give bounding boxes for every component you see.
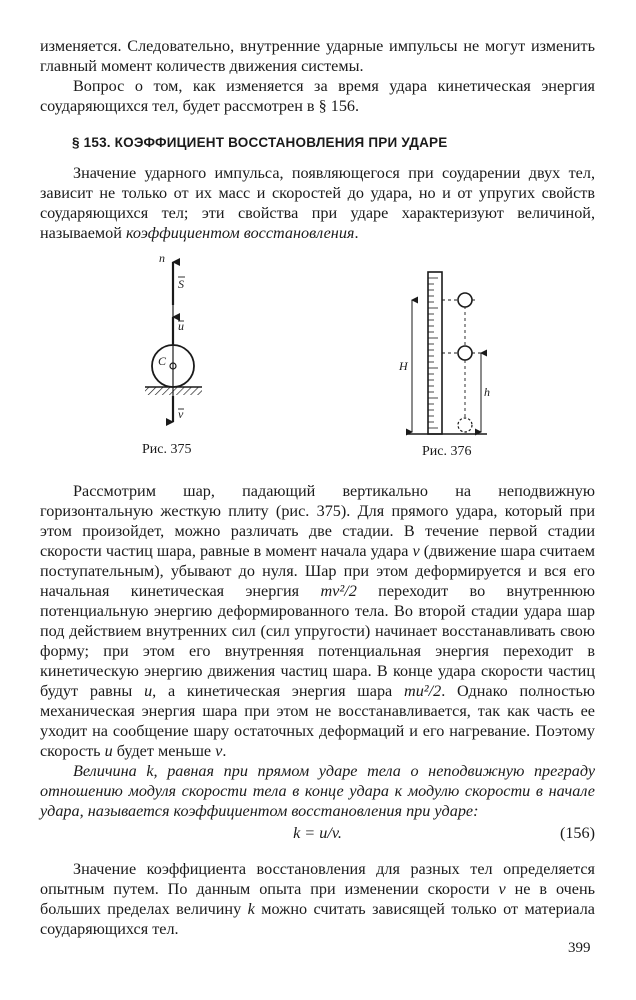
- figure-375-caption: Рис. 375: [142, 442, 192, 457]
- symbol-u-2: u: [104, 742, 113, 760]
- symbol-u: u: [144, 682, 153, 700]
- label-v: v: [178, 407, 184, 421]
- expression-mv2-over-2: mv²/2: [320, 582, 357, 600]
- formula-row: [40, 823, 595, 845]
- label-h: h: [484, 385, 490, 399]
- intro-paragraph: Значение ударного импульса, появляющегося при соударении двух тел, зависит не только от их масс и скоростей до удара, но и от упругих свойств соударяющихся тел; эти свойства при ударе характеризуют величиной, называемой коэффициентом восстановления.: [40, 164, 595, 242]
- equation-number: (156): [559, 824, 595, 842]
- label-C: C: [158, 354, 167, 368]
- section-heading: § 153. КОЭФФИЦИЕНТ ВОССТАНОВЛЕНИЯ ПРИ УДАРЕ: [72, 135, 448, 150]
- definition-paragraph: Величина k, равная при прямом ударе тела о неподвижную преграду отношению модуля скорости тела в конце удара к модулю скорости в начале удара, называется коэффициентом восстановления при ударе:: [40, 762, 595, 820]
- symbol-v-2: v: [215, 742, 223, 760]
- final-paragraph: Значение коэффициента восстановления для разных тел определяется опытным путем. По данным опыта при изменении скорости v не в очень больших пределах величину k можно считать зависящей только от материала соударяющихся тел.: [40, 860, 595, 938]
- plate-hatching: [145, 387, 202, 395]
- scale-ticks: [428, 278, 438, 428]
- figure-376-caption: Рис. 376: [422, 444, 472, 459]
- symbol-k: k: [247, 900, 255, 918]
- ball-bottom-position: [458, 418, 472, 432]
- label-S: S: [178, 277, 184, 291]
- ball-rebound-position: [458, 346, 472, 360]
- figure-375-ball-on-plate: [130, 250, 240, 430]
- term-restitution-coefficient: коэффициентом восстановления: [125, 224, 355, 242]
- formula-k: k = u/v.: [293, 824, 342, 842]
- symbol-v-3: v: [498, 880, 506, 898]
- continued-paragraph: изменяется. Следовательно, внутренние ударные импульсы не могут изменить главный момент количеств движения системы.: [40, 37, 595, 75]
- figure-376-ball-bounce: [395, 270, 495, 440]
- label-u: u: [178, 319, 184, 333]
- page-number: 399: [568, 940, 591, 956]
- label-H: H: [399, 359, 408, 373]
- symbol-v: v: [412, 542, 420, 560]
- expression-mu2-over-2: mu²/2: [404, 682, 442, 700]
- paragraph-energy-reference: Вопрос о том, как изменяется за время удара кинетическая энергия соударяющихся тел, будет рассмотрен в § 156.: [40, 77, 595, 115]
- ball-top-position: [458, 293, 472, 307]
- ball-impact-paragraph: Рассмотрим шар, падающий вертикально на неподвижную горизонтальную жесткую плиту (рис. 375). Для прямого удара, который при этом произойдет, можно различать две стадии. В течение первой стадии скорости частиц шара, равные в момент начала удара v (движение шара считаем поступательным), убывают до нуля. Шар при этом деформируется и вся его начальная кинетическая энергия mv²/2 переходит во внутреннюю потенциальную энергию деформированного тела. Во второй стадии удара шар под действием внутренних сил (сил упругости) начинает восстанавливать свою форму; при этом его внутренняя потенциальная энергия переходит в кинетическую энергию движения частиц шара. В конце удара скорости частиц будут равны u, а кинетическая энергия шара mu²/2. Однако полностью механическая энергия шара при этом не восстанавливается, так как часть ее уходит на сообщение шару остаточных деформаций и его нагревание. Поэтому скорость u будет меньше v.: [40, 482, 596, 760]
- label-n: n: [159, 251, 165, 265]
